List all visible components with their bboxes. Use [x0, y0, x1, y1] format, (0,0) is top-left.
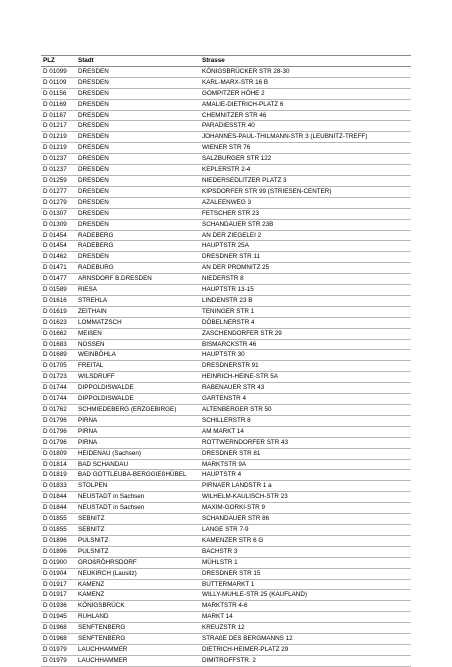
cell-strasse: HAUPTSTR 4 — [200, 470, 411, 481]
table-row — [41, 252, 411, 263]
cell-plz: D 01904 — [41, 568, 76, 579]
address-sheet — [41, 55, 411, 667]
cell-plz: D 01814 — [41, 459, 76, 470]
table-row — [41, 612, 411, 623]
cell-stadt: DRESDEN — [76, 197, 200, 208]
table-row — [41, 306, 411, 317]
cell-stadt: NEUKIRCH (Lausitz) — [76, 568, 200, 579]
cell-plz: D 01968 — [41, 634, 76, 645]
cell-plz: D 01619 — [41, 306, 76, 317]
cell-stadt: DIPPOLDISWALDE — [76, 394, 200, 405]
cell-stadt: DRESDEN — [76, 219, 200, 230]
cell-strasse: HAUPTSTR 13-15 — [200, 285, 411, 296]
cell-stadt: RADEBURG — [76, 263, 200, 274]
cell-stadt: MEIßEN — [76, 328, 200, 339]
cell-strasse: MARKTSTR 4-6 — [200, 601, 411, 612]
cell-strasse: PARADIESSTR 40 — [200, 121, 411, 132]
cell-stadt: NEUSTADT in Sachsen — [76, 503, 200, 514]
cell-strasse: ROTTWERNDORFER STR 43 — [200, 437, 411, 448]
table-row — [41, 361, 411, 372]
cell-strasse: LANGE STR 7-9 — [200, 524, 411, 535]
cell-stadt: ARNSDORF B.DRESDEN — [76, 274, 200, 285]
cell-strasse: GOMPITZER HÖHE 2 — [200, 88, 411, 99]
cell-strasse: HEINRICH-HEINE-STR 5A — [200, 372, 411, 383]
table-row — [41, 285, 411, 296]
cell-plz: D 01309 — [41, 219, 76, 230]
cell-plz: D 01979 — [41, 644, 76, 655]
cell-strasse: STRAßE DES BERGMANNS 12 — [200, 634, 411, 645]
cell-plz: D 01219 — [41, 132, 76, 143]
cell-plz: D 01471 — [41, 263, 76, 274]
cell-plz: D 01623 — [41, 317, 76, 328]
cell-plz: D 01259 — [41, 175, 76, 186]
cell-plz: D 01945 — [41, 612, 76, 623]
table-row — [41, 241, 411, 252]
cell-strasse: ZASCHENDORFER STR 29 — [200, 328, 411, 339]
cell-stadt: DRESDEN — [76, 143, 200, 154]
table-row — [41, 459, 411, 470]
cell-strasse: DIETRICH-HEIMER-PLATZ 29 — [200, 644, 411, 655]
table-row — [41, 99, 411, 110]
cell-plz: D 01744 — [41, 394, 76, 405]
cell-stadt: BAD SCHANDAU — [76, 459, 200, 470]
cell-stadt: PIRNA — [76, 437, 200, 448]
cell-stadt: WILSDRUFF — [76, 372, 200, 383]
table-row — [41, 154, 411, 165]
table-row — [41, 372, 411, 383]
table-row — [41, 437, 411, 448]
cell-strasse: HAUPTSTR 30 — [200, 350, 411, 361]
cell-plz: D 01187 — [41, 110, 76, 121]
cell-plz: D 01796 — [41, 437, 76, 448]
cell-stadt: NEUSTADT in Sachsen — [76, 492, 200, 503]
table-row — [41, 383, 411, 394]
cell-stadt: ZEITHAIN — [76, 306, 200, 317]
cell-plz: D 01917 — [41, 579, 76, 590]
cell-strasse: DRESDNER STR 11 — [200, 252, 411, 263]
cell-stadt: DRESDEN — [76, 165, 200, 176]
cell-plz: D 01833 — [41, 481, 76, 492]
table-row — [41, 121, 411, 132]
cell-stadt: STOLPEN — [76, 481, 200, 492]
cell-strasse: DRESDNERSTR 91 — [200, 361, 411, 372]
cell-strasse: SALZBURGER STR 122 — [200, 154, 411, 165]
cell-plz: D 01683 — [41, 339, 76, 350]
cell-strasse: AN DER PROMNITZ 25 — [200, 263, 411, 274]
cell-stadt: DRESDEN — [76, 88, 200, 99]
cell-stadt: LAUCHHAMMER — [76, 644, 200, 655]
cell-strasse: WILLY-MUHLE-STR 25 (KAUFLAND) — [200, 590, 411, 601]
cell-strasse: CHEMNITZER STR 46 — [200, 110, 411, 121]
cell-stadt: PULSNITZ — [76, 535, 200, 546]
cell-strasse: SCHILLERSTR 8 — [200, 415, 411, 426]
table-row — [41, 339, 411, 350]
cell-strasse: KARL-MARX-STR 16 B — [200, 77, 411, 88]
cell-strasse: LINDENSTR 23 B — [200, 295, 411, 306]
table-row — [41, 175, 411, 186]
cell-stadt: PIRNA — [76, 426, 200, 437]
cell-stadt: FREITAL — [76, 361, 200, 372]
cell-plz: D 01723 — [41, 372, 76, 383]
cell-strasse: KREUZSTR 12 — [200, 623, 411, 634]
table-row — [41, 535, 411, 546]
cell-plz: D 01589 — [41, 285, 76, 296]
cell-stadt: GROßRÖHRSDORF — [76, 557, 200, 568]
table-row — [41, 230, 411, 241]
address-table — [41, 55, 411, 667]
cell-strasse: TENINGER STR 1 — [200, 306, 411, 317]
cell-strasse: MARKTSTR 9A — [200, 459, 411, 470]
cell-plz: D 01277 — [41, 186, 76, 197]
table-row — [41, 579, 411, 590]
table-row — [41, 295, 411, 306]
cell-strasse: AMALIE-DIETRICH-PLATZ 6 — [200, 99, 411, 110]
cell-stadt: PULSNITZ — [76, 546, 200, 557]
table-row — [41, 317, 411, 328]
table-row — [41, 634, 411, 645]
cell-stadt: SEBNITZ — [76, 514, 200, 525]
cell-stadt: SENFTENBERG — [76, 634, 200, 645]
cell-strasse: BISMARCKSTR 46 — [200, 339, 411, 350]
cell-strasse: KÖNIGSBRÜCKER STR 28-30 — [200, 66, 411, 77]
cell-plz: D 01219 — [41, 143, 76, 154]
cell-stadt: PIRNA — [76, 415, 200, 426]
cell-stadt: RIESA — [76, 285, 200, 296]
cell-plz: D 01844 — [41, 492, 76, 503]
cell-plz: D 01307 — [41, 208, 76, 219]
cell-stadt: DRESDEN — [76, 132, 200, 143]
header-row — [41, 56, 411, 67]
table-row — [41, 208, 411, 219]
cell-stadt: DRESDEN — [76, 110, 200, 121]
table-row — [41, 415, 411, 426]
cell-plz: D 01689 — [41, 350, 76, 361]
cell-strasse: KAMENZER STR 6 G — [200, 535, 411, 546]
table-row — [41, 405, 411, 416]
header-plz: PLZ — [41, 56, 76, 67]
cell-stadt: DIPPOLDISWALDE — [76, 383, 200, 394]
cell-strasse: DÖBELNERSTR 4 — [200, 317, 411, 328]
table-row — [41, 590, 411, 601]
cell-stadt: KAMENZ — [76, 579, 200, 590]
table-row — [41, 143, 411, 154]
cell-plz: D 01156 — [41, 88, 76, 99]
table-row — [41, 601, 411, 612]
cell-plz: D 01917 — [41, 590, 76, 601]
table-row — [41, 328, 411, 339]
cell-plz: D 01099 — [41, 66, 76, 77]
cell-stadt: DRESDEN — [76, 154, 200, 165]
cell-plz: D 01855 — [41, 514, 76, 525]
cell-strasse: BUTTERMARKT 1 — [200, 579, 411, 590]
cell-strasse: DIMITROFFSTR. 2 — [200, 655, 411, 666]
table-row — [41, 394, 411, 405]
cell-plz: D 01279 — [41, 197, 76, 208]
cell-plz: D 01169 — [41, 99, 76, 110]
table-row — [41, 132, 411, 143]
cell-stadt: DRESDEN — [76, 252, 200, 263]
cell-strasse: JOHANNES-PAUL-THILMANN-STR 3 (LEUBNITZ-TREFF) — [200, 132, 411, 143]
cell-strasse: HAUPTSTR 25A — [200, 241, 411, 252]
table-row — [41, 481, 411, 492]
cell-plz: D 01855 — [41, 524, 76, 535]
cell-plz: D 01819 — [41, 470, 76, 481]
cell-stadt: RADEBERG — [76, 230, 200, 241]
table-row — [41, 66, 411, 77]
cell-stadt: WEINBÖHLA — [76, 350, 200, 361]
header-strasse: Strasse — [200, 56, 411, 67]
cell-plz: D 01796 — [41, 415, 76, 426]
cell-strasse: DRESDNER STR 81 — [200, 448, 411, 459]
table-body — [41, 66, 411, 666]
cell-strasse: BACHSTR 3 — [200, 546, 411, 557]
cell-strasse: SCHANDAUER STR 23B — [200, 219, 411, 230]
cell-plz: D 01809 — [41, 448, 76, 459]
table-row — [41, 110, 411, 121]
cell-plz: D 01237 — [41, 154, 76, 165]
cell-stadt: SENFTENBERG — [76, 623, 200, 634]
cell-strasse: MAXIM-GORKI-STR 9 — [200, 503, 411, 514]
cell-plz: D 01454 — [41, 241, 76, 252]
table-row — [41, 503, 411, 514]
cell-strasse: AZALEENWEG 3 — [200, 197, 411, 208]
table-row — [41, 514, 411, 525]
cell-stadt: HEIDENAU (Sachsen) — [76, 448, 200, 459]
table-row — [41, 492, 411, 503]
table-row — [41, 165, 411, 176]
cell-strasse: WIENER STR 76 — [200, 143, 411, 154]
table-row — [41, 77, 411, 88]
cell-strasse: MÜHLSTR 1 — [200, 557, 411, 568]
cell-strasse: PIRNAER LANDSTR 1 a — [200, 481, 411, 492]
cell-stadt: RADEBERG — [76, 241, 200, 252]
table-row — [41, 568, 411, 579]
cell-strasse: MARKT 14 — [200, 612, 411, 623]
cell-stadt: DRESDEN — [76, 99, 200, 110]
cell-strasse: NIEDERSEDLITZER PLATZ 3 — [200, 175, 411, 186]
cell-plz: D 01796 — [41, 426, 76, 437]
table-row — [41, 426, 411, 437]
cell-plz: D 01217 — [41, 121, 76, 132]
cell-plz: D 01477 — [41, 274, 76, 285]
table-row — [41, 655, 411, 666]
table-row — [41, 197, 411, 208]
cell-plz: D 01844 — [41, 503, 76, 514]
cell-strasse: SCHANDAUER STR 86 — [200, 514, 411, 525]
cell-plz: D 01662 — [41, 328, 76, 339]
cell-stadt: LOMMATZSCH — [76, 317, 200, 328]
cell-plz: D 01968 — [41, 623, 76, 634]
cell-strasse: KEPLERSTR 2-4 — [200, 165, 411, 176]
cell-strasse: GARTENSTR 4 — [200, 394, 411, 405]
table-row — [41, 644, 411, 655]
cell-stadt: KÖNIGSBRÜCK — [76, 601, 200, 612]
cell-stadt: STREHLA — [76, 295, 200, 306]
table-row — [41, 448, 411, 459]
cell-plz: D 01109 — [41, 77, 76, 88]
cell-stadt: RUHLAND — [76, 612, 200, 623]
cell-stadt: DRESDEN — [76, 66, 200, 77]
table-row — [41, 557, 411, 568]
cell-plz: D 01616 — [41, 295, 76, 306]
cell-plz: D 01896 — [41, 535, 76, 546]
table-row — [41, 350, 411, 361]
cell-strasse: ALTENBERGER STR 50 — [200, 405, 411, 416]
cell-plz: D 01462 — [41, 252, 76, 263]
table-row — [41, 88, 411, 99]
table-row — [41, 524, 411, 535]
cell-plz: D 01705 — [41, 361, 76, 372]
cell-plz: D 01237 — [41, 165, 76, 176]
cell-plz: D 01900 — [41, 557, 76, 568]
cell-strasse: AM MARKT 14 — [200, 426, 411, 437]
cell-stadt: LAUCHHAMMER — [76, 655, 200, 666]
table-row — [41, 186, 411, 197]
cell-plz: D 01762 — [41, 405, 76, 416]
table-row — [41, 546, 411, 557]
cell-stadt: DRESDEN — [76, 77, 200, 88]
cell-strasse: KIPSDORFER STR 99 (STRIESEN-CENTER) — [200, 186, 411, 197]
cell-plz: D 01454 — [41, 230, 76, 241]
cell-strasse: WILHELM-KAULISCH-STR 23 — [200, 492, 411, 503]
cell-stadt: DRESDEN — [76, 186, 200, 197]
cell-strasse: NIEDERSTR 8 — [200, 274, 411, 285]
cell-strasse: RABENAUER STR 43 — [200, 383, 411, 394]
cell-stadt: SCHMIEDEBERG (ERZGEBIRGE) — [76, 405, 200, 416]
cell-plz: D 01979 — [41, 655, 76, 666]
table-row — [41, 623, 411, 634]
cell-strasse: FETSCHER STR 23 — [200, 208, 411, 219]
cell-stadt: DRESDEN — [76, 121, 200, 132]
table-row — [41, 274, 411, 285]
cell-strasse: DRESDNER STR 15 — [200, 568, 411, 579]
table-row — [41, 263, 411, 274]
cell-stadt: SEBNITZ — [76, 524, 200, 535]
cell-stadt: DRESDEN — [76, 208, 200, 219]
cell-plz: D 01936 — [41, 601, 76, 612]
cell-strasse: AN DER ZIEGELEI 2 — [200, 230, 411, 241]
cell-stadt: NOSSEN — [76, 339, 200, 350]
cell-plz: D 01744 — [41, 383, 76, 394]
cell-stadt: KAMENZ — [76, 590, 200, 601]
cell-stadt: DRESDEN — [76, 175, 200, 186]
table-row — [41, 219, 411, 230]
table-row — [41, 470, 411, 481]
cell-stadt: BAD GOTTLEUBA-BERGGIEßHÜBEL — [76, 470, 200, 481]
header-stadt: Stadt — [76, 56, 200, 67]
cell-plz: D 01896 — [41, 546, 76, 557]
